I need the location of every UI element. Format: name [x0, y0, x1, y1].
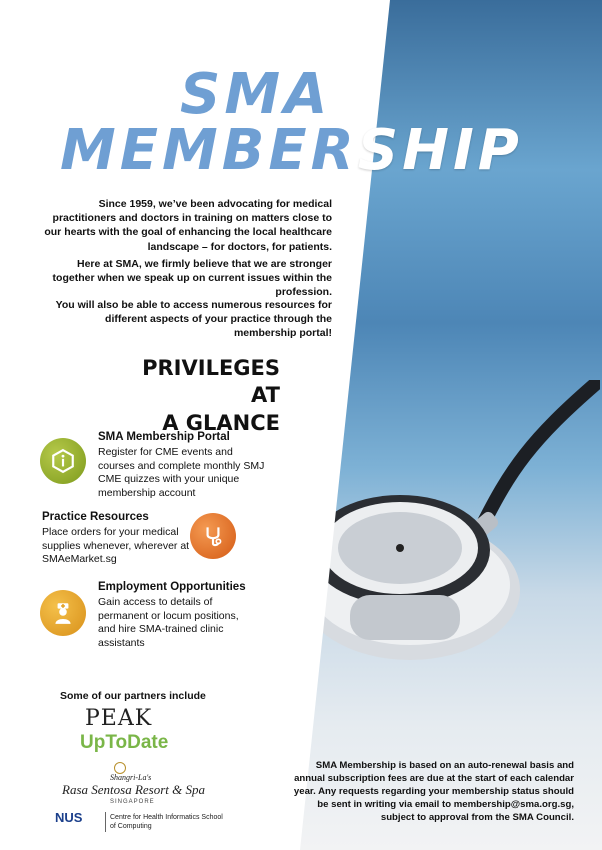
- intro-text-1: Since 1959, we’ve been advocating for medical practitioners and doctors in training on matters close to our hearts with the goal of enhancing the local healthcare landscape – for doctors, for patients.: [44, 198, 332, 253]
- privilege-title: SMA Membership Portal: [98, 431, 230, 443]
- shangrila-logo: Shangri-La's: [110, 773, 152, 782]
- privileges-heading: [110, 355, 280, 437]
- intro-paragraph-3: [42, 298, 332, 341]
- info-icon: [40, 438, 86, 484]
- nus-logo: NUS: [55, 810, 83, 825]
- stethoscope-icon: [190, 513, 236, 559]
- title-line-2: [60, 118, 540, 183]
- nus-divider: [105, 812, 106, 832]
- privileges-heading-line-2: A GLANCE: [162, 410, 280, 435]
- uptodate-logo: UpToDate: [80, 732, 169, 753]
- privileges-heading-line-1: PRIVILEGES AT: [142, 356, 280, 408]
- title-part-ship: SHIP: [357, 118, 523, 183]
- privilege-description: Place orders for your medical supplies whenever, wherever at SMAeMarket.sg: [42, 525, 190, 566]
- privilege-practice-resources: [42, 510, 202, 567]
- nus-centre-text: Centre for Health Informatics School of Computing: [110, 814, 223, 831]
- privilege-employment: [98, 580, 248, 651]
- intro-text-2: Here at SMA, we firmly believe that we are stronger together when we speak up on current issues within the profession.: [52, 258, 332, 299]
- title-part-member: MEMBER: [60, 118, 358, 183]
- privilege-title: Employment Opportunities: [98, 581, 246, 593]
- intro-paragraph-1: [42, 197, 332, 254]
- intro-text-3: You will also be able to access numerous resources for different aspects of your practice through the membership portal!: [55, 299, 332, 340]
- renewal-note: SMA Membership is based on an auto-renewal basis and annual subscription fees are due at the start of each calendar year. Any requests regarding your membership status should be sent in writing via email to membership@sma.org.sg, subject to approval from the SMA Council.: [293, 760, 574, 823]
- privilege-membership-portal: [98, 430, 268, 501]
- privilege-description: Register for CME events and courses and complete monthly SMJ CME quizzes with your unique membership account: [98, 445, 265, 499]
- singapore-label: SINGAPORE: [110, 799, 155, 805]
- partners-heading: Some of our partners include: [60, 690, 206, 702]
- intro-paragraph-2: [42, 257, 332, 300]
- title-line-1: SMA: [180, 62, 332, 127]
- peak-logo: PEAK: [85, 706, 153, 731]
- privilege-title: Practice Resources: [42, 511, 149, 523]
- privilege-description: Gain access to details of permanent or locum positions, and hire SMA-trained clinic assistants: [98, 595, 239, 649]
- nurse-icon: [40, 590, 86, 636]
- rasa-sentosa-logo: Rasa Sentosa Resort & Spa: [62, 782, 205, 797]
